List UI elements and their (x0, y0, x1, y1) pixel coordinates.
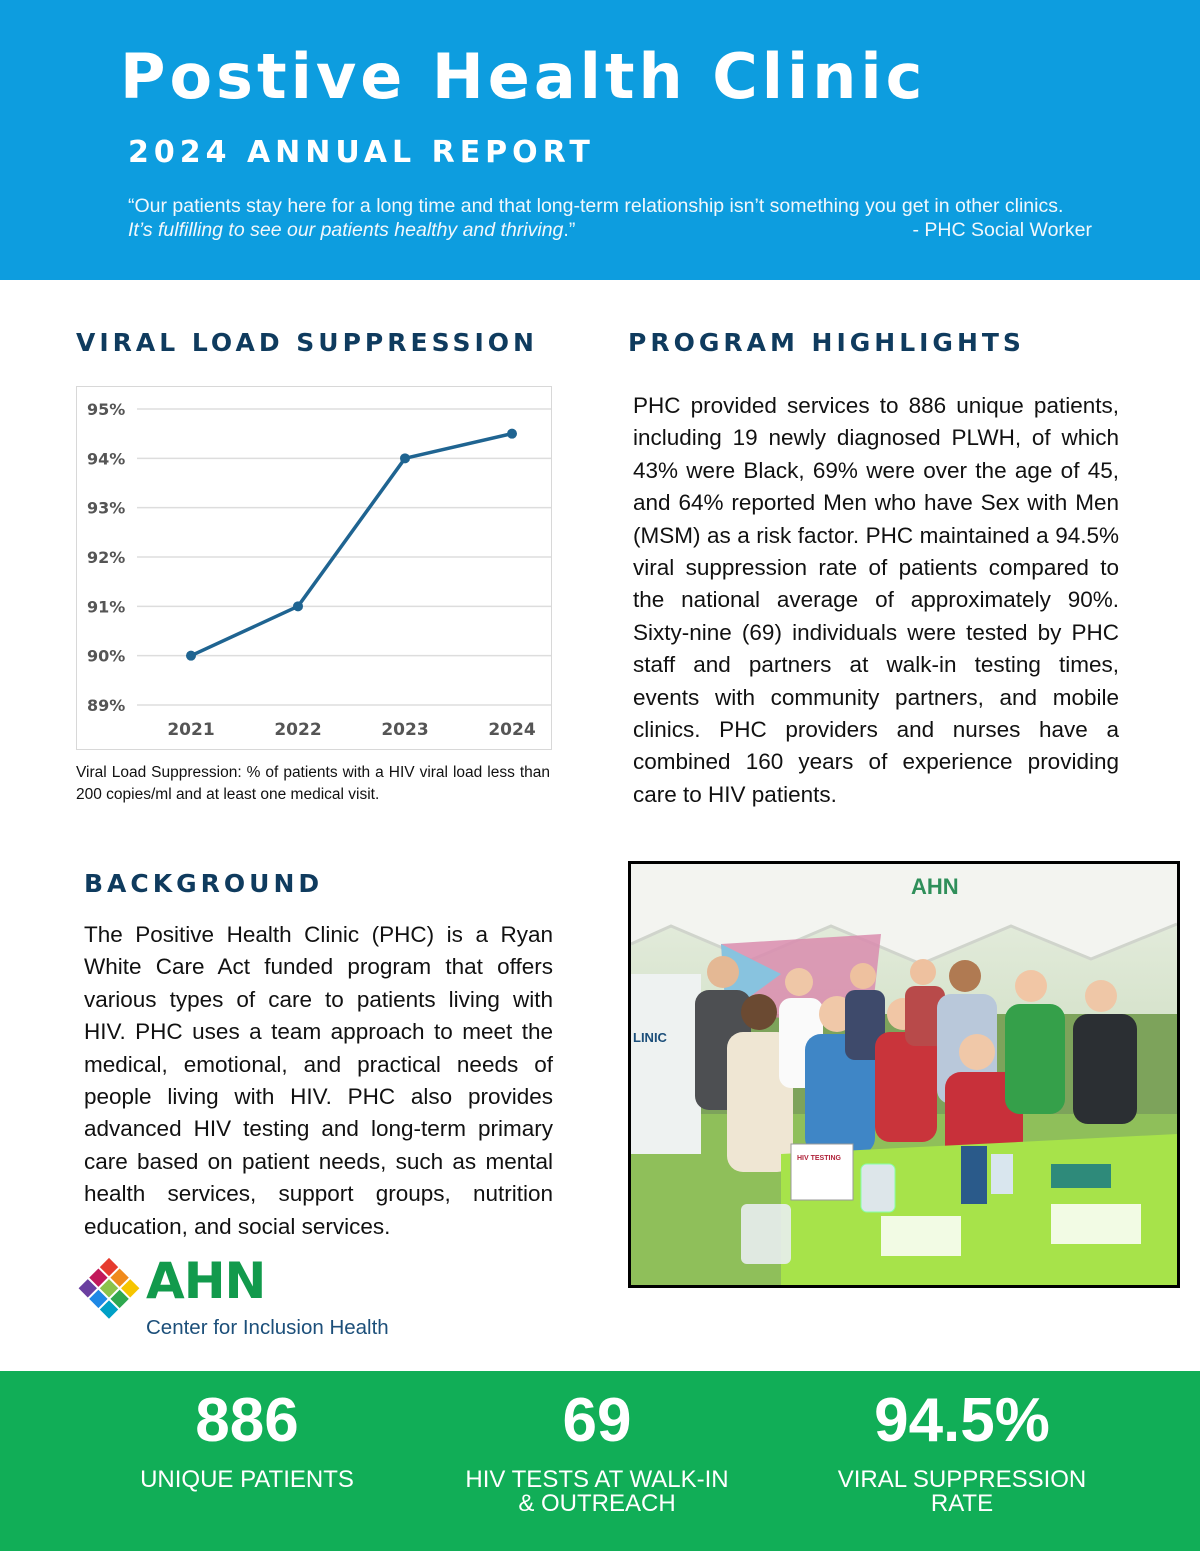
stat-label: VIRAL SUPPRESSION RATE (837, 1466, 1087, 1517)
outreach-event-photo (628, 861, 1180, 1288)
ahn-logo-subtitle: Center for Inclusion Health (146, 1316, 389, 1339)
data-point (507, 429, 517, 439)
ahn-logo-wordmark: AHN (146, 1252, 266, 1310)
page-title: Postive Health Clinic (120, 40, 927, 113)
header-quote (128, 194, 1092, 242)
viral-load-heading: VIRAL LOAD SUPPRESSION (76, 328, 538, 357)
background-heading: BACKGROUND (84, 869, 324, 898)
y-tick-label: 93% (87, 498, 126, 518)
stat-viral-suppression (782, 1371, 1142, 1516)
stat-label: UNIQUE PATIENTS (140, 1466, 354, 1493)
stats-bar (0, 1371, 1200, 1551)
hiv-testing-sign-text: HIV TESTING (797, 1155, 841, 1162)
stat-unique-patients (67, 1371, 427, 1492)
report-header (0, 0, 1200, 280)
viral-load-chart (76, 386, 552, 750)
outreach-photo-illustration (631, 864, 1177, 1285)
data-point (186, 651, 196, 661)
y-tick-label: 90% (87, 646, 126, 666)
canopy-logo-text: AHN (911, 874, 959, 899)
y-tick-label: 95% (87, 400, 126, 419)
series-line (191, 434, 512, 656)
chart-caption: Viral Load Suppression: % of patients with a HIV viral load less than 200 copies/ml and at least one medical visit. (76, 764, 550, 803)
stat-label: HIV TESTS AT WALK-IN & OUTREACH (465, 1466, 729, 1517)
y-tick-label: 94% (87, 449, 126, 469)
quote-attribution: - PHC Social Worker (912, 219, 1092, 241)
ahn-diamond-logo-icon (74, 1256, 144, 1322)
quote-italic-text: It’s fulfilling to see our patients healthy and thriving (128, 219, 564, 241)
y-tick-label: 91% (87, 597, 126, 617)
stat-value: 69 (562, 1386, 632, 1455)
ahn-logo (74, 1254, 414, 1344)
y-tick-label: 92% (87, 548, 126, 567)
data-point (400, 453, 410, 463)
van-lettering: LINIC (633, 1030, 667, 1045)
stat-value: 886 (195, 1386, 299, 1455)
hiv-testing-sign (791, 1144, 853, 1200)
x-tick-label: 2021 (167, 720, 215, 740)
y-tick-label: 89% (87, 696, 126, 715)
viral-load-chart-svg (77, 387, 551, 749)
stat-hiv-tests (417, 1371, 777, 1516)
x-tick-label: 2024 (488, 720, 536, 740)
quote-closing: .” (563, 219, 576, 241)
program-highlights-heading: PROGRAM HIGHLIGHTS (628, 328, 1025, 357)
stat-value: 94.5% (874, 1386, 1050, 1455)
x-tick-label: 2023 (381, 720, 429, 740)
x-tick-label: 2022 (274, 720, 322, 740)
quote-text: “Our patients stay here for a long time and that long-term relationship isn’t something you get in other clinics. (128, 195, 1064, 217)
mobile-clinic-van (631, 974, 701, 1154)
report-subtitle: 2024 ANNUAL REPORT (128, 135, 595, 170)
background-text: The Positive Health Clinic (PHC) is a Ryan White Care Act funded program that offers various types of care to patients living with HIV. PHC uses a team approach to meet the medical, emotional, and practical needs of people living with HIV. PHC also provides advanced HIV testing and long-term primary care based on patient needs, such as mental health services, support groups, nutrition education, and social services. (84, 922, 553, 1239)
program-highlights-text: PHC provided services to 886 unique patients, including 19 newly diagnosed PLWH, of which 43% were Black, 69% were over the age of 45, and 64% reported Men who have Sex with Men (MSM) as a risk factor. PHC maintained a 94.5% viral suppression rate of patients compared to the national average of approximately 90%. Sixty-nine (69) individuals were tested by PHC staff and partners at walk-in testing times, events with community partners, and mobile clinics. PHC providers and nurses have a combined 160 years of experience providing care to HIV patients. (633, 393, 1119, 807)
data-point (293, 601, 303, 611)
